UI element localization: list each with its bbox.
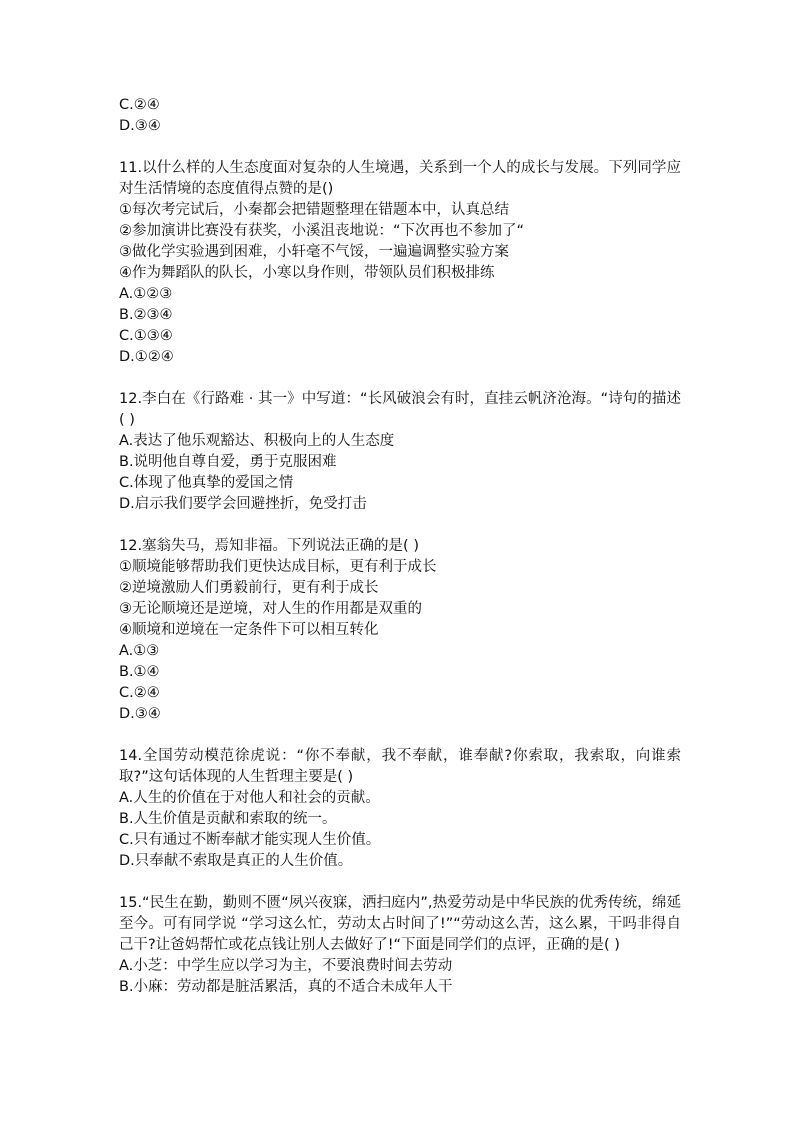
spacer (119, 872, 681, 893)
question-stem: 11.以什么样的人生态度面对复杂的人生境遇，关系到一个人的成长与发展。下列同学应对生活情境的态度值得点赞的是() (119, 160, 681, 197)
option-line: A.小芝：中学生应以学习为主，不要浪费时间去劳动 (119, 958, 453, 974)
option-line: C.只有通过不断奉献才能实现人生价值。 (119, 832, 381, 848)
option-line: D.③④ (119, 118, 161, 134)
question-block (119, 389, 681, 515)
option-line: A.①②③ (119, 286, 173, 302)
spacer (119, 725, 681, 746)
option-line: A.①③ (119, 643, 160, 659)
option-line: B.说明他自尊自爱，勇于克服困难 (119, 454, 337, 470)
question-stem: 14.全国劳动模范徐虎说：“你不奉献，我不奉献，谁奉献?你索取，我索取，向谁索取?”这句话体现的人生哲理主要是( ) (119, 748, 681, 785)
option-line: ②逆境激励人们勇毅前行，更有利于成长 (119, 580, 379, 596)
option-line: D.启示我们要学会回避挫折，免受打击 (119, 496, 367, 512)
question-stem: 12.塞翁失马，焉知非福。下列说法正确的是( ) (119, 538, 419, 554)
question-block (119, 536, 681, 725)
question-block (119, 893, 681, 998)
question-block (119, 746, 681, 872)
option-line: ④顺境和逆境在一定条件下可以相互转化 (119, 622, 379, 638)
option-line: D.①②④ (119, 349, 174, 365)
spacer (119, 515, 681, 536)
option-line: ③做化学实验遇到困难，小轩毫不气馁，一遍遍调整实验方案 (119, 244, 509, 260)
question-block (119, 158, 681, 368)
question-list (119, 95, 681, 998)
option-line: C.②④ (119, 685, 160, 701)
option-line: A.人生的价值在于对他人和社会的贡献。 (119, 790, 380, 806)
option-line: B.②③④ (119, 307, 173, 323)
option-line: B.人生价值是贡献和索取的统一。 (119, 811, 337, 827)
option-line: ①顺境能够帮助我们更快达成目标，更有利于成长 (119, 559, 437, 575)
option-line: B.①④ (119, 664, 160, 680)
option-line: B.小麻：劳动都是脏活累活，真的不适合未成年人干 (119, 979, 453, 995)
option-line: A.表达了他乐观豁达、积极向上的人生态度 (119, 433, 395, 449)
option-line: D.③④ (119, 706, 161, 722)
option-line: D.只奉献不索取是真正的人生价值。 (119, 853, 353, 869)
question-block (119, 95, 681, 137)
option-line: C.①③④ (119, 328, 173, 344)
option-line: ①每次考完试后，小秦都会把错题整理在错题本中，认真总结 (119, 202, 509, 218)
spacer (119, 137, 681, 158)
option-line: C.②④ (119, 97, 160, 113)
option-line: C.体现了他真挚的爱国之情 (119, 475, 294, 491)
question-stem: 12.李白在《行路难 · 其一》中写道：“长风破浪会有时，直挂云帆济沧海。“诗句的描述( ) (119, 391, 681, 428)
option-line: ③无论顺境还是逆境，对人生的作用都是双重的 (119, 601, 422, 617)
option-line: ②参加演讲比赛没有获奖，小溪沮丧地说：“下次再也不参加了“ (119, 223, 525, 239)
question-stem: 15.“民生在勤，勤则不匮“夙兴夜寐，洒扫庭内”,热爱劳动是中华民族的优秀传统，绵延至今。可有同学说 “学习这么忙，劳动太占时间了!”“劳动这么苦，这么累，干吗非得自己干?让爸妈帮忙或花点钱让别人去做好了!“下面是同学们的点评，正确的是( ) (119, 895, 681, 953)
option-line: ④作为舞蹈队的队长，小寒以身作则，带领队员们积极排练 (119, 265, 495, 281)
spacer (119, 368, 681, 389)
